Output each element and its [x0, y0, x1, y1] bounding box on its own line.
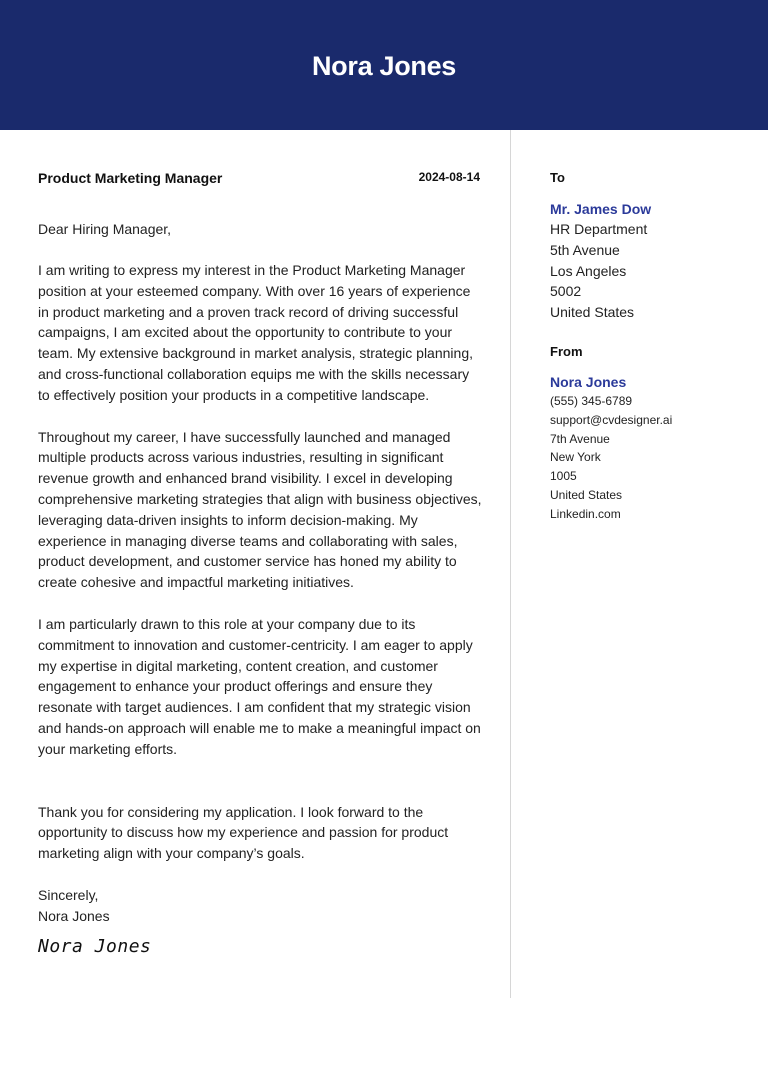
sender-email: support@cvdesigner.ai [550, 412, 673, 427]
letter-body [38, 168, 482, 957]
recipient-zip: 5002 [550, 283, 582, 300]
sender-country: United States [550, 487, 623, 502]
closing-block [38, 885, 482, 927]
salutation: Dear Hiring Manager, [38, 221, 172, 237]
signature: Nora Jones [38, 935, 152, 957]
applicant-name-title: Nora Jones [311, 50, 457, 81]
paragraph-thanks: Thank you for considering my application. I look forward to the opportunity to discuss how my experience and passion for product marketing align with your company’s goals. [38, 803, 449, 862]
closing-name: Nora Jones [38, 907, 110, 924]
letter-date: 2024-08-14 [418, 170, 480, 184]
recipient-city: Los Angeles [550, 262, 627, 279]
sender-street: 7th Avenue [550, 431, 610, 446]
closing-word: Sincerely, [38, 886, 99, 903]
recipient-street: 5th Avenue [550, 241, 620, 258]
header-banner [0, 0, 768, 130]
sender-zip: 1005 [550, 469, 577, 484]
recipient-department: HR Department [550, 221, 648, 237]
column-divider [510, 130, 511, 998]
letter-title-row [38, 168, 482, 190]
paragraph-motivation: I am particularly drawn to this role at your company due to its commitment to innovation and customer-centricity. I am eager to apply my expertise in digital marketing, content creation, and customer engagement to enhance your product offerings and ensure they resonate with target audiences. I am confident that my strategic vision and hands-on approach will enable me to make a meaningful impact on your marketing efforts. [38, 615, 481, 757]
recipient-country: United States [550, 304, 635, 321]
sender-phone: (555) 345-6789 [550, 393, 633, 408]
paragraph-experience: Throughout my career, I have successfully launched and managed multiple products across various industries, resulting in significant revenue growth and enhanced brand visibility. I excel in developing comprehensive marketing strategies that align with business objectives, leveraging data-driven insights to inform decision-making. My experience in managing diverse teams and collaborating with sales, product development, and customer service has honed my ability to create cohesive and impactful marketing initiatives. [38, 428, 482, 591]
job-title: Product Marketing Manager [38, 170, 223, 186]
from-heading: From [550, 343, 583, 359]
paragraph-intro: I am writing to express my interest in the Product Marketing Manager position at your esteemed company. With over 16 years of experience in product marketing and a proven track record of driving successful campaigns, I am excited about the opportunity to contribute to your team. My extensive background in market analysis, strategic planning, and cross-functional collaboration equips me with the skills necessary to effectively position your products in a competitive landscape. [38, 262, 473, 403]
sender-name: Nora Jones [550, 373, 627, 390]
sender-linkedin: Linkedin.com [550, 506, 621, 521]
to-heading: To [550, 170, 565, 185]
recipient-name: Mr. James Dow [550, 201, 652, 217]
sidebar [550, 168, 750, 524]
sender-city: New York [550, 450, 601, 465]
